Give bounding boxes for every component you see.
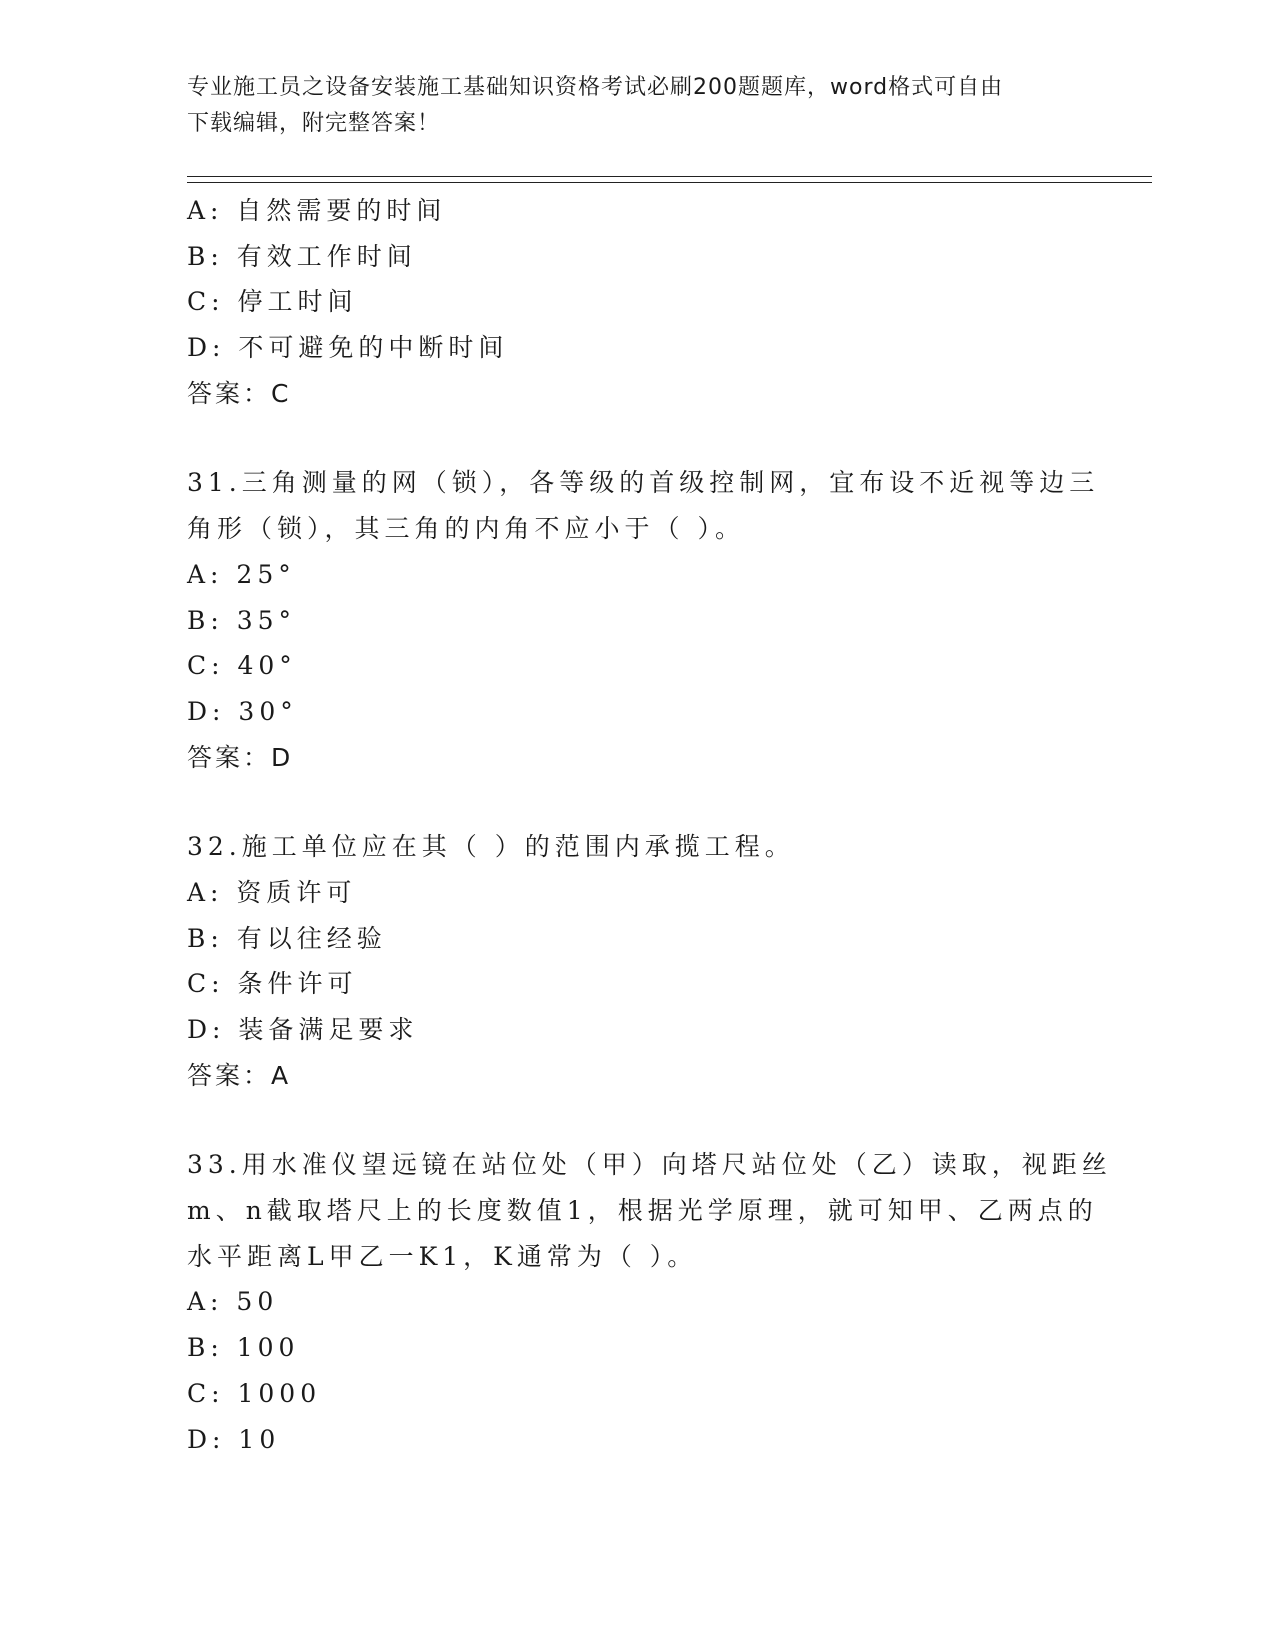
question-stem: 33.用水准仪望远镜在站位处（甲）向塔尺站位处（乙）读取，视距丝 — [187, 1150, 1112, 1180]
answer-line: 答案：C — [187, 378, 292, 408]
option-b: B: 35° — [187, 605, 297, 635]
question-33 — [187, 1142, 1112, 1462]
option-d: D: 30° — [187, 696, 298, 726]
header-line-2: 下载编辑，附完整答案！ — [187, 111, 441, 136]
header-rule-bottom — [187, 182, 1152, 183]
spacer — [187, 1098, 1087, 1142]
question-stem: m、n截取塔尺上的长度数值1，根据光学原理，就可知甲、乙两点的 — [187, 1196, 1098, 1226]
option-d: D: 不可避免的中断时间 — [187, 333, 509, 363]
question-31 — [187, 460, 1100, 780]
option-b: B: 有以往经验 — [187, 923, 387, 953]
header-line-1: 专业施工员之设备安装施工基础知识资格考试必刷200题题库，word格式可自由 — [187, 75, 1004, 100]
option-b: B: 有效工作时间 — [187, 241, 417, 271]
option-d: D: 10 — [187, 1424, 281, 1454]
option-a: A: 自然需要的时间 — [187, 196, 447, 225]
question-stem: 水平距离L甲乙一K1，K通常为（ ）。 — [187, 1241, 698, 1271]
question-stem: 31.三角测量的网（锁），各等级的首级控制网，宜布设不近视等边三 — [187, 468, 1100, 498]
option-a: A: 50 — [187, 1287, 279, 1317]
question-stem: 32.施工单位应在其（ ）的范围内承揽工程。 — [187, 832, 795, 862]
question-content — [187, 188, 1112, 1462]
document-header — [187, 70, 1067, 142]
spacer — [187, 416, 1087, 460]
answer-line: 答案：A — [187, 1060, 292, 1090]
option-c: C: 1000 — [187, 1378, 322, 1408]
option-a: A: 资质许可 — [187, 877, 357, 907]
option-a: A: 25° — [187, 559, 296, 589]
header-rule-top — [187, 176, 1152, 177]
question-32 — [187, 824, 1087, 1098]
option-b: B: 100 — [187, 1333, 300, 1363]
option-d: D: 装备满足要求 — [187, 1015, 419, 1044]
option-c: C: 停工时间 — [187, 287, 358, 317]
option-c: C: 40° — [187, 651, 297, 681]
spacer — [187, 780, 1087, 824]
answer-line: 答案：D — [187, 742, 294, 772]
option-c: C: 条件许可 — [187, 969, 358, 999]
question-stem: 角形（锁），其三角的内角不应小于（ ）。 — [187, 514, 745, 544]
prev-question — [187, 188, 1087, 416]
